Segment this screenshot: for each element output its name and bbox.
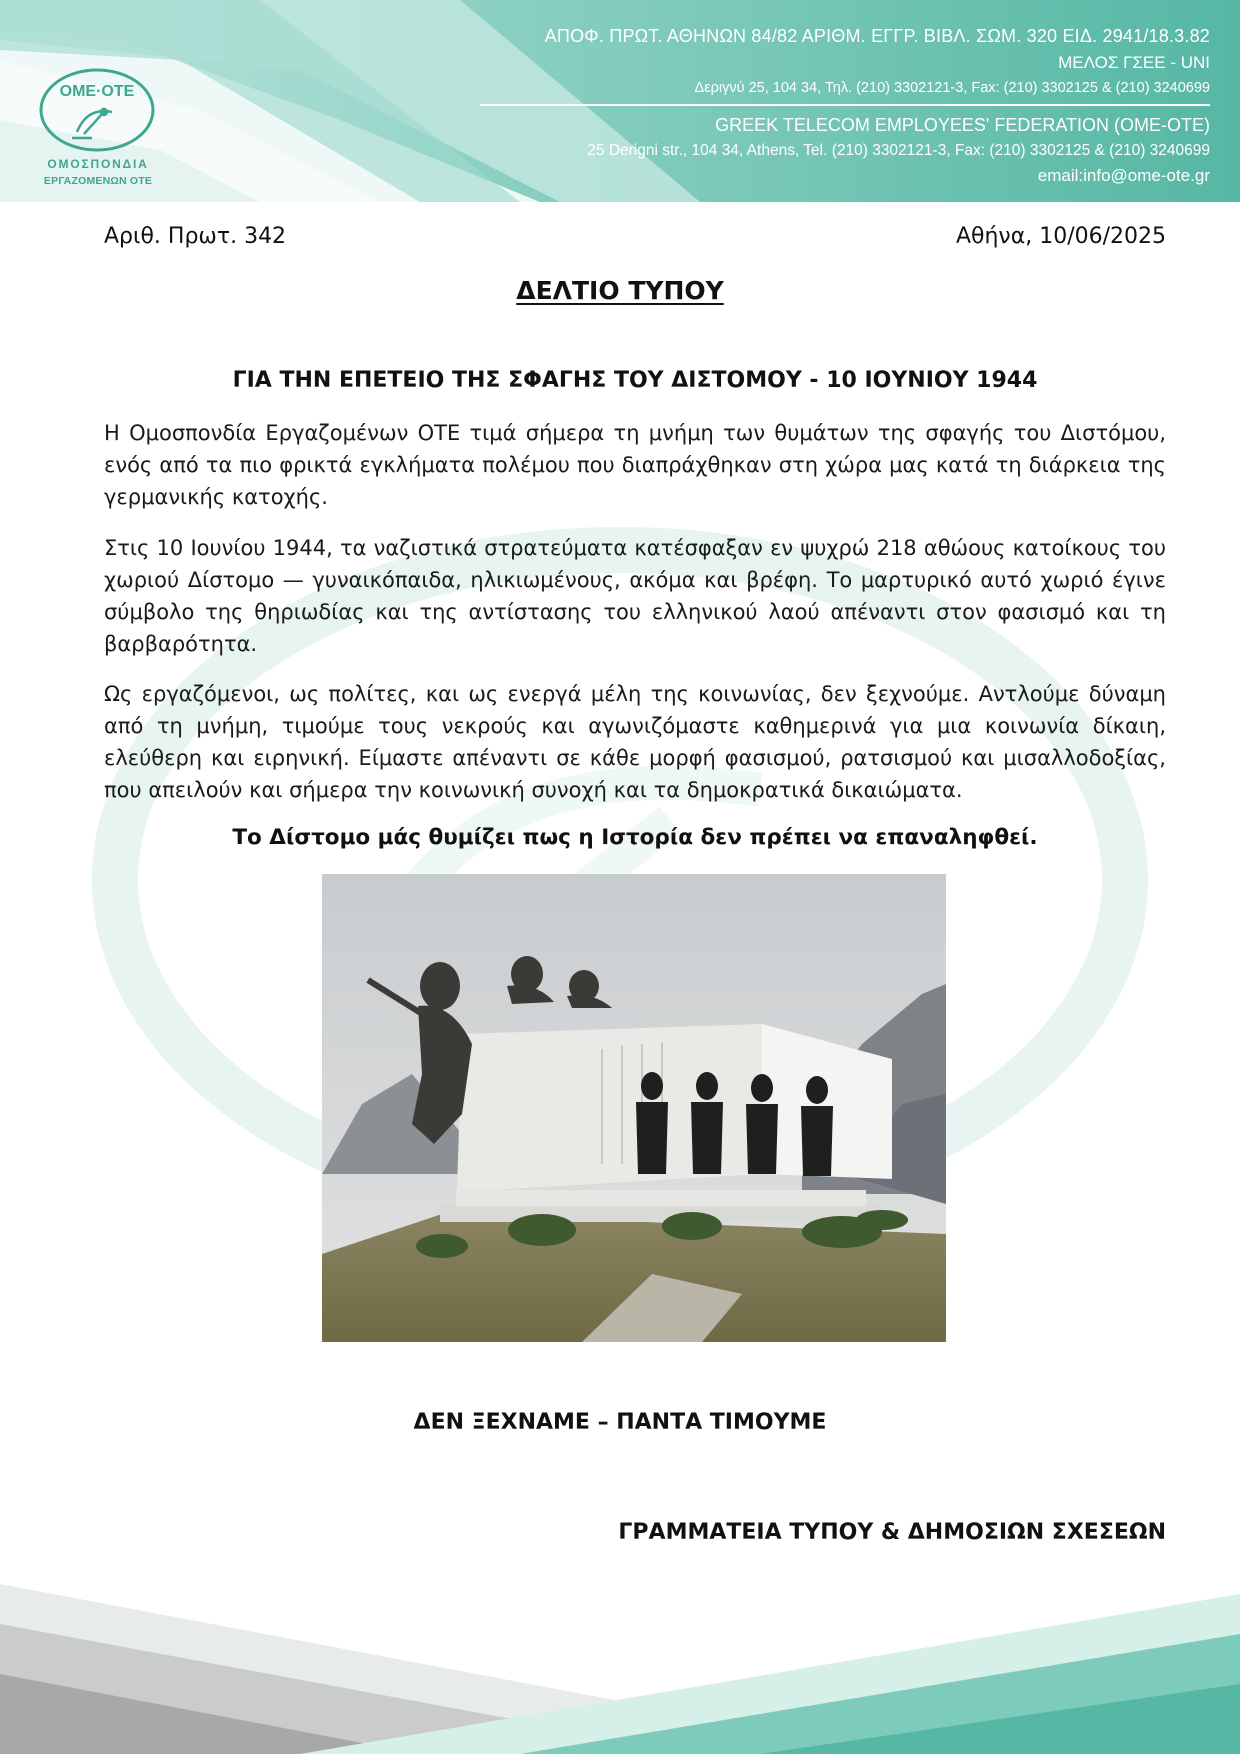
subject-heading: ΓΙΑ ΤΗΝ ΕΠΕΤΕΙΟ ΤΗΣ ΣΦΑΓΗΣ ΤΟΥ ΔΙΣΤΟΜΟΥ - 10 ΙΟΥΝΙΟΥ 1944 <box>232 368 1038 393</box>
header-address-gr: Δεριγνύ 25, 104 34, Τηλ. (210) 3302121-3, Fax: (210) 3302125 & (210) 3240699 <box>694 80 1210 96</box>
letterhead-footer <box>0 1584 1240 1754</box>
page-title: ΔΕΛΤΙΟ ΤΥΠΟΥ <box>516 276 724 305</box>
highlight-statement: Το Δίστομο μάς θυμίζει πως η Ιστορία δεν πρέπει να επαναληφθεί. <box>232 825 1038 850</box>
footer-background <box>0 1584 1240 1754</box>
paragraph-2: Στις 10 Ιουνίου 1944, τα ναζιστικά στρατεύματα κατέσφαξαν εν ψυχρώ 218 αθώους κατοίκους του χωριού Δίστομο — γυναικόπαιδα, ηλικιωμένους, ακόμα και βρέφη. Το μαρτυρικό αυτό χωριό έγινε σύμβολο της θηριωδίας και της αντίστασης του ελληνικού λαού απέναντι στον φασισμό και τη βαρβαρότητα. <box>104 536 1166 656</box>
signature: ΓΡΑΜΜΑΤΕΙΑ ΤΥΠΟΥ & ΔΗΜΟΣΙΩΝ ΣΧΕΣΕΩΝ <box>618 1520 1166 1545</box>
header-contact-block <box>450 22 1210 189</box>
header-membership: ΜΕΛΟΣ ΓΣΕΕ - UNI <box>1058 53 1210 72</box>
header-email: email:info@ome-ote.gr <box>1037 166 1210 185</box>
letterhead-header <box>0 0 1240 202</box>
place-date: Αθήνα, 10/06/2025 <box>955 224 1166 249</box>
logo-wordmark: OME·OTE <box>59 83 135 100</box>
protocol-number: Αριθ. Πρωτ. 342 <box>104 224 287 249</box>
header-federation-en: GREEK TELECOM EMPLOYEES' FEDERATION (OME-OTE) <box>715 115 1210 135</box>
header-address-en: 25 Derigni str., 104 34, Athens, Tel. (210) 3302121-3, Fax: (210) 3302125 & (210) 3240699 <box>587 142 1210 159</box>
paragraph-3: Ως εργαζόμενοι, ως πολίτες, και ως ενεργά μέλη της κοινωνίας, δεν ξεχνούμε. Αντλούμε δύναμη από τη μνήμη, τιμούμε τους νεκρούς και αγωνιζόμαστε καθημερινά για μια κοινωνία δίκαιη, ελεύθερη και ειρηνική. Είμαστε απέναντι σε κάθε μορφή φασισμού, ρατσισμού και μισαλλοδοξίας, που απειλούν και σήμερα την κοινωνική συνοχή και τα δημοκρατικά δικαιώματα. <box>104 682 1166 802</box>
logo-org-line-1: ΟΜΟΣΠΟΝΔΙΑ <box>47 157 149 171</box>
logo-organization-name <box>34 156 162 190</box>
distomo-memorial-photo <box>322 874 946 1342</box>
header-registration: ΑΠΟΦ. ΠΡΩΤ. ΑΘΗΝΩΝ 84/82 ΑΡΙΘΜ. ΕΓΓΡ. ΒΙΒΛ. ΣΩΜ. 320 ΕΙΔ. 2941/18.3.82 <box>544 26 1210 46</box>
closing-slogan: ΔΕΝ ΞΕΧΝΑΜΕ – ΠΑΝΤΑ ΤΙΜΟΥΜΕ <box>413 1410 827 1435</box>
paragraph-1: Η Ομοσπονδία Εργαζομένων ΟΤΕ τιμά σήμερα τη μνήμη των θυμάτων της σφαγής του Διστόμου, ενός από τα πιο φρικτά εγκλήματα πολέμου που διαπράχθηκαν στη χώρα μας κατά τη διάρκεια της γερμανικής κατοχής. <box>104 421 1166 509</box>
header-divider <box>480 104 1210 106</box>
logo-org-line-2: ΕΡΓΑΖΟΜΕΝΩΝ ΟΤΕ <box>43 175 153 187</box>
